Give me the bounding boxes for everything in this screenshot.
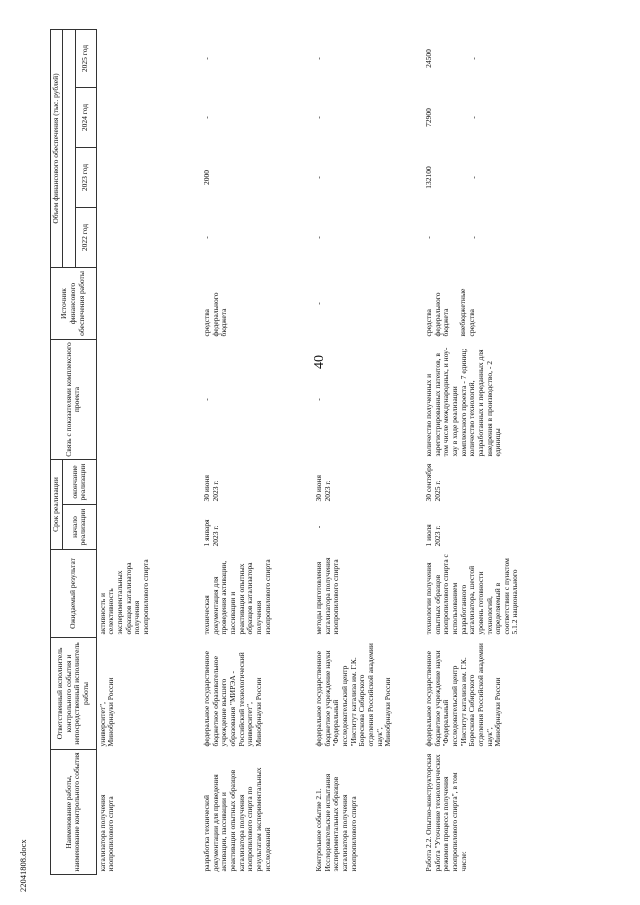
cell-2024: - xyxy=(314,116,324,119)
header-term-start: начало реализации xyxy=(62,505,96,550)
cell-source xyxy=(423,268,568,340)
value-federal: 72900 xyxy=(424,108,434,127)
cell-end: 30 сентября 2025 г. xyxy=(424,463,442,502)
cell-result: активность и селективность экспериментальных образцов катализатора получения изопропилового спирта xyxy=(97,559,150,635)
cell-name: Контрольное событие 2.1. Исследовательские испытания экспериментальных образцов катализатора получения изопропилового спирта xyxy=(314,773,358,872)
value-extrabudget: - xyxy=(468,176,478,179)
cell-result: методы приготовления катализатора получения изопропилового спирта xyxy=(314,557,341,635)
cell-start: 1 июля 2023 г. xyxy=(424,524,442,547)
header-link: Связь с показателями комплексного проекта xyxy=(51,340,97,460)
cell-start xyxy=(96,505,201,550)
cell-start: 1 января 2023 г. xyxy=(202,519,220,547)
header-result: Ожидаемый результат xyxy=(51,550,97,638)
cell-executor: федеральное государственное бюджетное образовательное учреждение высшего образования "МИРЭА - Российский технологический университет", Минобрнауки России xyxy=(202,651,263,747)
cell-2022: - xyxy=(314,236,324,239)
cell-name: Работа 2.2. Опытно-конструкторская работа "Уточнение технологических режимов процесса получения изопропилового спирта", в том числе: xyxy=(424,753,468,872)
cell-2025: - xyxy=(202,57,212,60)
cell-2023: 2000 xyxy=(202,170,212,185)
cell-result: технологии получения опытных образцов изопропилового спирта с использованием разработанного катализатора, шестой уровень готовности технологий, определяемый в соответствии с пунктом 5.1.2 национального xyxy=(424,554,520,635)
cell-2022: - xyxy=(202,236,212,239)
cell-name: катализатора получения изопропилового спирта xyxy=(97,794,116,872)
page-number: 40 xyxy=(312,355,327,369)
value-extrabudget: - xyxy=(468,116,478,119)
cell-source: - xyxy=(314,302,324,305)
cell-end xyxy=(96,460,201,505)
cell-source xyxy=(96,268,201,340)
cell-link: количество полученных и зарегистрированных патентов, в том числе международных, и ноу-хау в ходе реализации комплексного проекта - 7 единиц; количество технологий, разработанных и переданных для внедрения в производство, - 2 единицы xyxy=(424,347,503,457)
cell-end: 30 июня 2023 г. xyxy=(314,475,332,502)
cell-source: средства федерального бюджета xyxy=(202,292,229,337)
cell-2025 xyxy=(423,29,568,87)
header-term-end: окончание реализации xyxy=(62,460,96,505)
cell-link: - xyxy=(314,398,324,401)
cell-end: 30 июня 2023 г. xyxy=(202,475,220,502)
source-federal: средства федерального бюджета xyxy=(424,292,451,337)
cell-2025 xyxy=(96,29,201,87)
table-row xyxy=(96,29,201,874)
cell-2023 xyxy=(96,148,201,208)
value-federal: - xyxy=(424,236,434,239)
header-year-2022: 2022 год xyxy=(75,208,96,268)
header-source: Источник финансового обеспечения работы xyxy=(51,268,97,340)
cell-result: техническая документация для проведения активации, пассивации и реактивации опытных образцов катализатора получения изопропилового спирта xyxy=(202,559,272,635)
rotated-table-container xyxy=(50,30,615,875)
cell-start: - xyxy=(314,525,324,529)
table-row xyxy=(201,29,313,874)
cell-2023: - xyxy=(314,176,324,179)
cell-link xyxy=(96,340,201,460)
value-extrabudget: - xyxy=(468,236,478,239)
header-executor: Ответственный исполнитель контрольного события и непосредственный исполнитель работы xyxy=(51,638,97,750)
header-year-2024: 2024 год xyxy=(75,88,96,148)
header-funding-spacer xyxy=(62,29,75,267)
header-year-2023: 2023 год xyxy=(75,148,96,208)
footer-filename: 22041808.docx xyxy=(18,839,28,892)
cell-2024: - xyxy=(202,116,212,119)
header-term: Срок реализации xyxy=(51,460,63,550)
header-funding: Объем финансового обеспечения (тыс. рублей) xyxy=(51,29,63,267)
value-extrabudget: - xyxy=(468,57,478,60)
source-extrabudget: внебюджетные средства xyxy=(458,288,476,337)
cell-2023 xyxy=(423,148,568,208)
table-row xyxy=(313,29,423,874)
cell-executor: федеральное государственное бюджетное учреждение науки "Федеральный исследовательский центр "Институт катализа им. Г.К. Борескова Сибирского отделения Российской академии наук", Минобрнауки России xyxy=(314,643,393,747)
cell-name: разработка технической документации для проведения активации, пассивации и реактивации опытных образцов катализатора получения изопропилового спирта по результатам экспериментальных исследований xyxy=(202,767,272,872)
cell-2022 xyxy=(423,208,568,268)
cell-2025: - xyxy=(314,57,324,60)
cell-link: - xyxy=(202,398,212,401)
cell-2022 xyxy=(96,208,201,268)
cell-executor: федеральное государственное бюджетное учреждение науки "Федеральный исследовательский центр "Институт катализа им. Г.К. Борескова Сибирского отделения Российской академии наук", Минобрнауки России xyxy=(424,643,503,747)
cell-executor: университет", Минобрнауки России xyxy=(97,677,116,747)
value-federal: 24500 xyxy=(424,49,434,68)
cell-2024 xyxy=(96,88,201,148)
value-federal: 132100 xyxy=(424,166,434,189)
cell-2024 xyxy=(423,88,568,148)
work-plan-table xyxy=(50,29,568,875)
header-name: Наименование работы, наименование контрольного события xyxy=(51,750,97,875)
table-row xyxy=(423,29,568,874)
header-year-2025: 2025 год xyxy=(75,29,96,87)
